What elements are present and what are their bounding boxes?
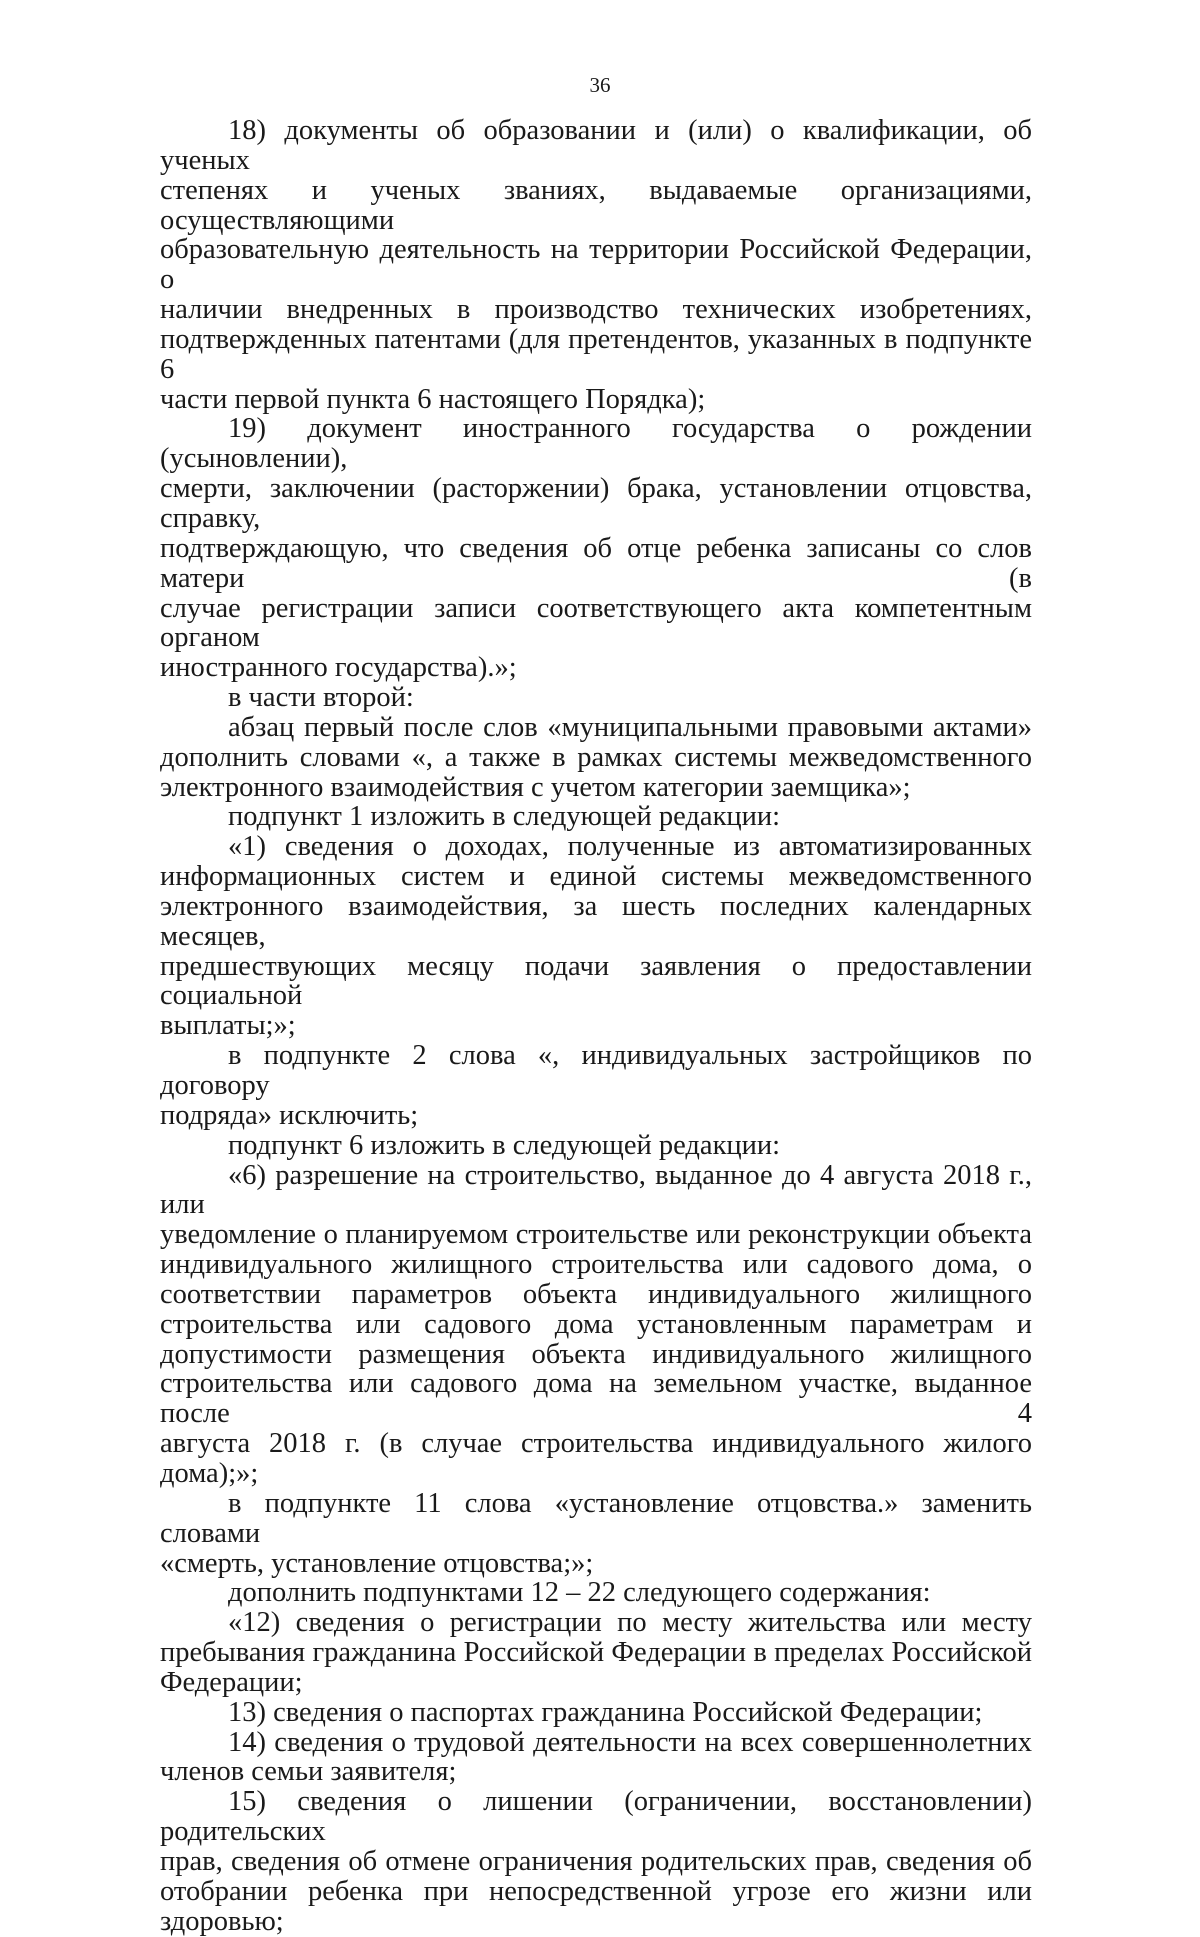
paragraph-line: выплаты;»; (160, 1010, 296, 1042)
paragraph-line: подпункт 1 изложить в следующей редакции: (228, 801, 781, 833)
paragraph-line: «смерть, установление отцовства;»; (160, 1547, 594, 1579)
paragraph-line: электронного взаимодействия с учетом категории заемщика»; (160, 771, 911, 803)
paragraph-line: 18) документы об образовании и (или) о квалификации, об ученых (160, 115, 1032, 176)
paragraph (160, 1787, 1032, 1936)
paragraph-line: прав, сведения об отмене ограничения родительских прав, сведения об (160, 1845, 1032, 1877)
paragraph-line: подряда» исключить; (160, 1099, 419, 1131)
paragraph (160, 713, 1032, 803)
paragraph-line: электронного взаимодействия, за шесть последних календарных месяцев, (160, 890, 1032, 952)
paragraph-line: уведомление о планируемом строительстве или реконструкции объекта (160, 1219, 1032, 1251)
paragraph (160, 1131, 1032, 1161)
paragraph-line: отобрании ребенка при непосредственной угрозе его жизни или здоровью; (160, 1875, 1032, 1937)
paragraph-line: членов семьи заявителя; (160, 1756, 457, 1788)
paragraph-line: части первой пункта 6 настоящего Порядка); (160, 383, 706, 415)
paragraph (160, 116, 1032, 414)
paragraph-line: подпункт 6 изложить в следующей редакции: (228, 1129, 781, 1161)
paragraph-line: «12) сведения о регистрации по месту жительства или месту (228, 1607, 1032, 1639)
paragraph-line: дополнить подпунктами 12 – 22 следующего содержания: (228, 1577, 931, 1609)
paragraph (160, 1728, 1032, 1788)
paragraph-line: соответствии параметров объекта индивидуального жилищного (160, 1278, 1032, 1310)
paragraph-line: степенях и ученых званиях, выдаваемые организациями, осуществляющими (160, 174, 1032, 236)
paragraph-line: дополнить словами «, а также в рамках системы межведомственного (160, 741, 1032, 773)
paragraph (160, 1698, 1032, 1728)
paragraph-line: смерти, заключении (расторжении) брака, установлении отцовства, справку, (160, 473, 1032, 534)
paragraph (160, 802, 1032, 832)
paragraph-line: 19) документ иностранного государства о рождении (усыновлении), (160, 413, 1032, 475)
paragraph-line: пребывания гражданина Российской Федерации в пределах Российской (160, 1637, 1032, 1669)
paragraph (160, 1608, 1032, 1698)
paragraph (160, 1578, 1032, 1608)
paragraph-line: в подпункте 2 слова «, индивидуальных застройщиков по договору (160, 1040, 1032, 1101)
paragraph-line: 15) сведения о лишении (ограничении, восстановлении) родительских (160, 1786, 1032, 1848)
document-body (160, 116, 1032, 1936)
paragraph-line: «6) разрешение на строительство, выданное до 4 августа 2018 г., или (160, 1159, 1032, 1221)
paragraph-line: строительства или садового дома на земельном участке, выданное после 4 (160, 1368, 1032, 1430)
paragraph (160, 832, 1032, 1041)
paragraph-line: подтверждающую, что сведения об отце ребенка записаны со слов матери (в (160, 532, 1032, 594)
paragraph-line: абзац первый после слов «муниципальными правовыми актами» (228, 711, 1032, 743)
paragraph-line: допустимости размещения объекта индивидуального жилищного (160, 1338, 1032, 1370)
paragraph-line: индивидуального жилищного строительства или садового дома, о (160, 1249, 1032, 1281)
paragraph-line: предшествующих месяцу подачи заявления о предоставлении социальной (160, 950, 1032, 1012)
paragraph (160, 1489, 1032, 1579)
paragraph-line: августа 2018 г. (в случае строительства индивидуального жилого дома);»; (160, 1428, 1032, 1489)
paragraph-line: подтвержденных патентами (для претендентов, указанных в подпункте 6 (160, 323, 1032, 385)
paragraph (160, 414, 1032, 683)
paragraph-line: в части второй: (228, 682, 414, 714)
paragraph-line: 14) сведения о трудовой деятельности на всех совершеннолетних (228, 1726, 1032, 1758)
paragraph-line: «1) сведения о доходах, полученные из автоматизированных (228, 831, 1032, 863)
paragraph-line: в подпункте 11 слова «установление отцовства.» заменить словами (160, 1487, 1032, 1549)
paragraph-line: образовательную деятельность на территории Российской Федерации, о (160, 234, 1032, 296)
paragraph-line: строительства или садового дома установленным параметрам и (160, 1308, 1032, 1340)
paragraph-line: наличии внедренных в производство технических изобретениях, (160, 294, 1032, 326)
paragraph-line: случае регистрации записи соответствующего акта компетентным органом (160, 592, 1032, 654)
page-number: 36 (589, 73, 611, 97)
paragraph-line: информационных систем и единой системы межведомственного (160, 861, 1032, 893)
paragraph-line: 13) сведения о паспортах гражданина Российской Федерации; (228, 1696, 983, 1728)
paragraph (160, 1161, 1032, 1489)
paragraph-line: Федерации; (160, 1666, 303, 1698)
paragraph (160, 683, 1032, 713)
paragraph (160, 1041, 1032, 1131)
paragraph-line: иностранного государства).»; (160, 652, 517, 684)
